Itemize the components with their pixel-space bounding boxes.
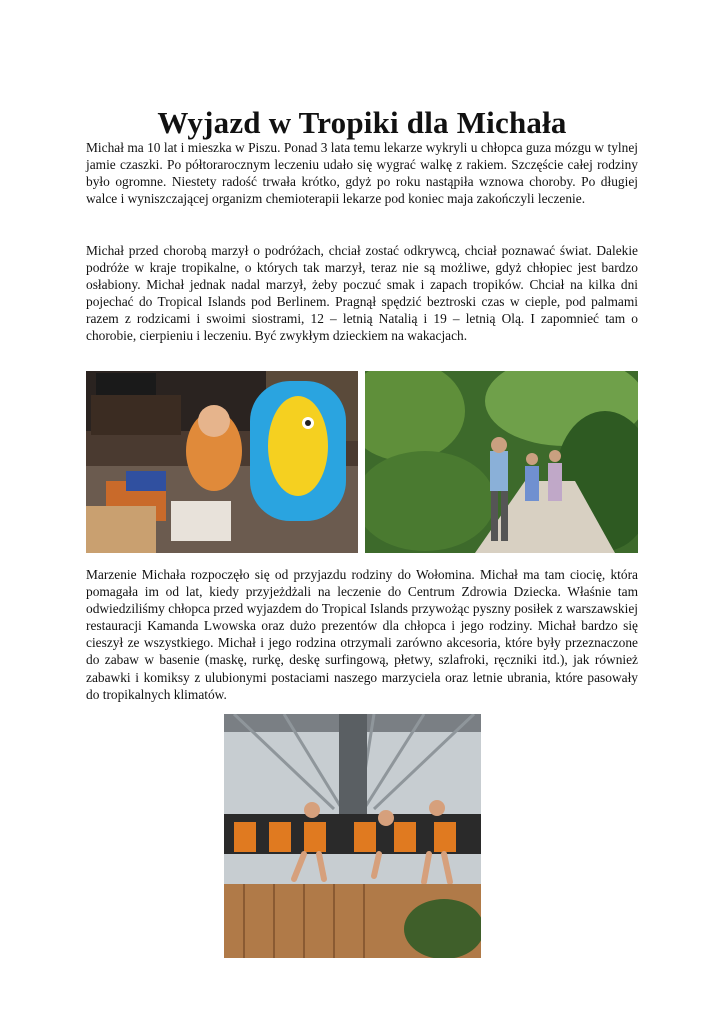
photo-boy-with-bodyboard xyxy=(86,371,358,553)
paragraph-dream: Michał przed chorobą marzył o podróżach, chciał zostać odkrywcą, chciał poznawać świat. Dalekie podróże w kraje tropikalne, o których tak marzył, teraz nie są możliwe, gdyż chłopiec jest bardzo osłabiony. Michał jednak nadal marzył, żeby poczuć smak i zapach tropików. Chciał na kilka dni pojechać do Tropical Islands pod Berlinem. Pragnął spędzić beztroski czas w cieple, pod palmami razem z rodzicami i swoimi siostrami, 12 – letnią Natalią i 19 – letnią Olą. I zapomnieć tam o chorobie, cierpieniu i leczeniu. Być zwykłym dzieckiem na wakacjach. xyxy=(86,243,638,344)
paragraph-trip: Marzenie Michała rozpoczęło się od przyjazdu rodziny do Wołomina. Michał ma tam ciocię, która pomagała im od lat, kiedy przyjeżdżali na leczenie do Centrum Zdrowia Dziecka. Właśnie tam odwiedziliśmy chłopca przed wyjazdem do Tropical Islands przywożąc pyszny posiłek z warszawskiej restauracji Kamanda Lwowska oraz dużo prezentów dla chłopca i jego rodziny. Michał bardzo się cieszył ze wszystkiego. Michał i jego rodzina otrzymali zarówno akcesoria, które były przeznaczone do zabaw w basenie (maskę, rurkę, deskę surfingową, płetwy, szlafroki, ręczniki itd.), jak również zabawki i komiksy z ulubionymi postaciami naszego marzyciela oraz letnie ubrania, które pasowały do tropikalnych klimatów. xyxy=(86,567,638,702)
photo-family-on-ride xyxy=(224,714,481,958)
document-title: Wyjazd w Tropiki dla Michała xyxy=(157,104,567,140)
photo-family-tropical-path xyxy=(365,371,638,553)
paragraph-intro: Michał ma 10 lat i mieszka w Piszu. Ponad 3 lata temu lekarze wykryli u chłopca guza mózgu w tylnej jamie czaszki. Po półtorarocznym leczeniu udało się wygrać walkę z rakiem. Szczęście całej rodziny było ogromne. Niestety radość trwała krótko, gdyż po roku nastąpiła wznowa choroby. Po długiej walce i wyniszczającej organizm chemioterapii lekarze pod koniec maja zakończyli leczenie. xyxy=(86,140,638,207)
